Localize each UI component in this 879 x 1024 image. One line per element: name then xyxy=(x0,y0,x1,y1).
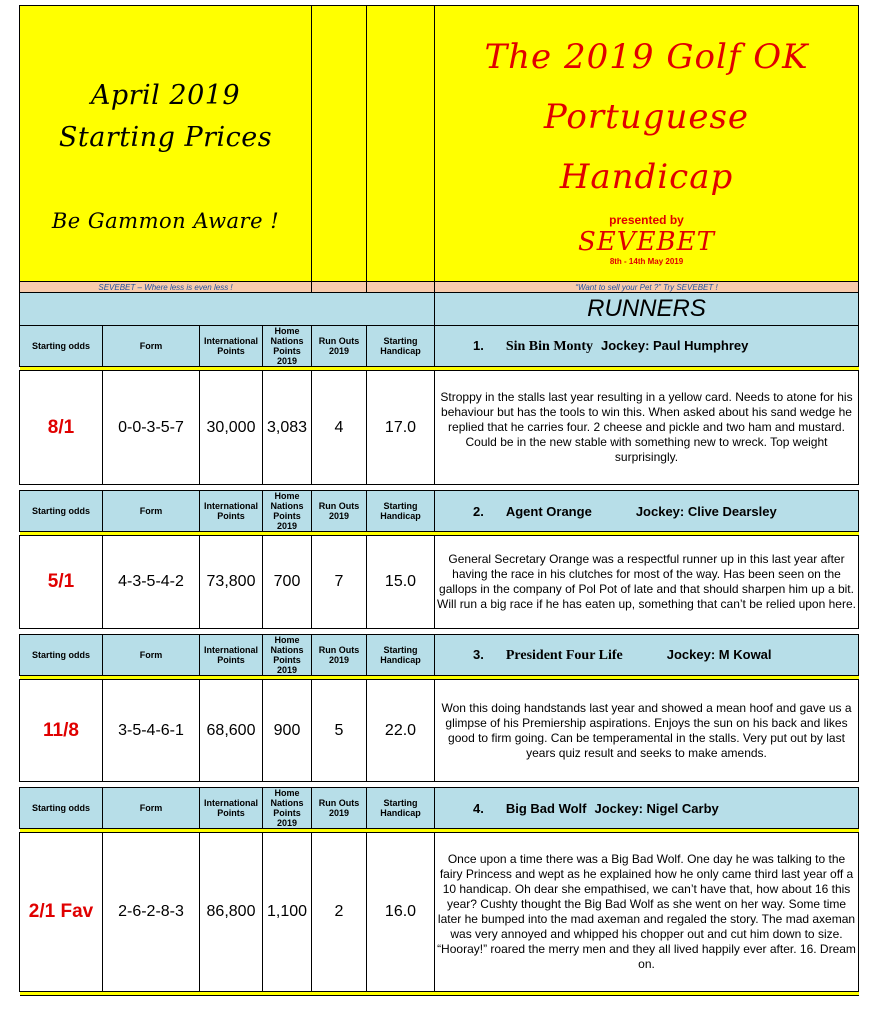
runner-description: Once upon a time there was a Big Bad Wolf. One day he was talking to the fairy Princess and wept as he explained how he only came third last year off a 10 handicap. Oh dear she empathised, we can’t have that, how about 16 this year? Cushty thought the Big Bad Wolf as she went on her way. Some time later he bumped into the mad axeman and regaled the story. The mad axeman was very annoyed and whipped his chopper out and cut him down to size. “Hooray!” roared the merry men and they all lived happily ever after. 16. Dream on. xyxy=(435,833,859,992)
slogan-row xyxy=(20,282,859,293)
horse-name: Big Bad Wolf xyxy=(505,800,587,816)
handicap-table xyxy=(19,5,859,996)
form-value: 4-3-5-4-2 xyxy=(103,536,200,629)
starting-odds: 11/8 xyxy=(20,680,103,782)
banner-spacer-2 xyxy=(367,6,435,282)
col-starting-handicap: Starting Handicap xyxy=(367,326,435,367)
horse-name: Agent Orange xyxy=(505,503,592,519)
home-nations-points-value: 900 xyxy=(263,680,312,782)
col-home-nations-points: Home Nations Points 2019 xyxy=(263,635,312,676)
event-title-line1: The 2019 Golf OK xyxy=(484,37,809,77)
banner-row xyxy=(20,6,859,282)
starting-odds: 8/1 xyxy=(20,371,103,485)
event-title-line3: Handicap xyxy=(559,157,734,197)
col-run-outs: Run Outs 2019 xyxy=(312,788,367,829)
col-run-outs: Run Outs 2019 xyxy=(312,326,367,367)
banner-left xyxy=(20,6,312,282)
banner-left-title-line1: April 2019 xyxy=(90,79,241,111)
slogan-spacer-2 xyxy=(367,282,435,293)
separator-bar xyxy=(20,992,859,996)
banner-tagline: Be Gammon Aware ! xyxy=(51,208,280,233)
runner-header-row xyxy=(20,491,859,532)
runners-heading-spacer xyxy=(20,293,435,326)
jockey-name: Jockey: M Kowal xyxy=(666,646,772,662)
jockey-name: Jockey: Nigel Carby xyxy=(594,800,719,816)
col-starting-handicap: Starting Handicap xyxy=(367,491,435,532)
runner-data-row xyxy=(20,536,859,629)
international-points-value: 68,600 xyxy=(200,680,263,782)
runner-number: 4. xyxy=(473,800,484,816)
starting-prices-sheet xyxy=(19,5,858,996)
run-outs-value: 7 xyxy=(312,536,367,629)
event-title-line2: Portuguese xyxy=(543,97,750,137)
slogan-spacer-1 xyxy=(312,282,367,293)
runner-header-row xyxy=(20,788,859,829)
jockey-name: Jockey: Paul Humphrey xyxy=(600,337,749,353)
runner-title xyxy=(435,788,859,829)
runner-data-row xyxy=(20,680,859,782)
banner-right xyxy=(435,6,859,282)
runner-description: Won this doing handstands last year and showed a mean hoof and gave us a glimpse of his Premiership aspirations. Enjoys the sun on his back and likes good to firm going. Can be temperamental in the stalls. Very put out by last years quiz result and seeks to make amends. xyxy=(435,680,859,782)
col-starting-handicap: Starting Handicap xyxy=(367,635,435,676)
form-value: 0-0-3-5-7 xyxy=(103,371,200,485)
runners-heading: RUNNERS xyxy=(435,293,859,326)
col-starting-handicap: Starting Handicap xyxy=(367,788,435,829)
col-home-nations-points: Home Nations Points 2019 xyxy=(263,326,312,367)
starting-handicap-value: 17.0 xyxy=(367,371,435,485)
presented-by: presented by xyxy=(609,213,684,227)
runner-data-row xyxy=(20,371,859,485)
starting-handicap-value: 16.0 xyxy=(367,833,435,992)
col-home-nations-points: Home Nations Points 2019 xyxy=(263,788,312,829)
col-run-outs: Run Outs 2019 xyxy=(312,491,367,532)
col-starting-odds: Starting odds xyxy=(20,788,103,829)
slogan-left: SEVEBET – Where less is even less ! xyxy=(20,282,312,293)
run-outs-value: 2 xyxy=(312,833,367,992)
starting-odds: 2/1 Fav xyxy=(20,833,103,992)
runners-heading-row xyxy=(20,293,859,326)
col-home-nations-points: Home Nations Points 2019 xyxy=(263,491,312,532)
col-international-points: International Points xyxy=(200,326,263,367)
event-dates: 8th - 14th May 2019 xyxy=(609,257,684,266)
col-form: Form xyxy=(103,788,200,829)
jockey-name: Jockey: Clive Dearsley xyxy=(635,503,777,519)
horse-name: Sin Bin Monty xyxy=(505,338,593,354)
runner-description: General Secretary Orange was a respectful runner up in this last year after having the race in his clutches for most of the way. Has been seen on the gallops in the company of Pol Pot of late and that should sharpen him up a bit. Will run a big race if he has eaten up, something that can’t be relied upon here. xyxy=(435,536,859,629)
home-nations-points-value: 700 xyxy=(263,536,312,629)
international-points-value: 73,800 xyxy=(200,536,263,629)
banner-spacer-1 xyxy=(312,6,367,282)
form-value: 2-6-2-8-3 xyxy=(103,833,200,992)
runner-number: 1. xyxy=(473,337,484,353)
home-nations-points-value: 1,100 xyxy=(263,833,312,992)
banner-left-title-line2: Starting Prices xyxy=(58,121,273,153)
col-form: Form xyxy=(103,326,200,367)
starting-handicap-value: 15.0 xyxy=(367,536,435,629)
col-international-points: International Points xyxy=(200,788,263,829)
sponsor-name: SEVEBET xyxy=(578,227,715,257)
col-run-outs: Run Outs 2019 xyxy=(312,635,367,676)
col-international-points: International Points xyxy=(200,491,263,532)
runner-header-row xyxy=(20,326,859,367)
home-nations-points-value: 3,083 xyxy=(263,371,312,485)
col-form: Form xyxy=(103,635,200,676)
col-international-points: International Points xyxy=(200,635,263,676)
runner-title xyxy=(435,491,859,532)
col-form: Form xyxy=(103,491,200,532)
runner-number: 2. xyxy=(473,503,484,519)
horse-name: President Four Life xyxy=(505,647,623,663)
run-outs-value: 4 xyxy=(312,371,367,485)
international-points-value: 30,000 xyxy=(200,371,263,485)
col-starting-odds: Starting odds xyxy=(20,326,103,367)
runner-number: 3. xyxy=(473,646,484,662)
runner-description: Stroppy in the stalls last year resulting in a yellow card. Needs to atone for his behaviour but has the tools to win this. When asked about his sand wedge he replied that he carries four. 2 cheese and pickle and two ham and mustard. Could be in the new stable with something new to wreck. Top weight surprisingly. xyxy=(435,371,859,485)
run-outs-value: 5 xyxy=(312,680,367,782)
form-value: 3-5-4-6-1 xyxy=(103,680,200,782)
runner-header-row xyxy=(20,635,859,676)
runner-title xyxy=(435,635,859,676)
slogan-right: “Want to sell your Pet ?” Try SEVEBET ! xyxy=(435,282,859,293)
runner-data-row xyxy=(20,833,859,992)
col-starting-odds: Starting odds xyxy=(20,491,103,532)
starting-handicap-value: 22.0 xyxy=(367,680,435,782)
runner-title xyxy=(435,326,859,367)
international-points-value: 86,800 xyxy=(200,833,263,992)
col-starting-odds: Starting odds xyxy=(20,635,103,676)
starting-odds: 5/1 xyxy=(20,536,103,629)
